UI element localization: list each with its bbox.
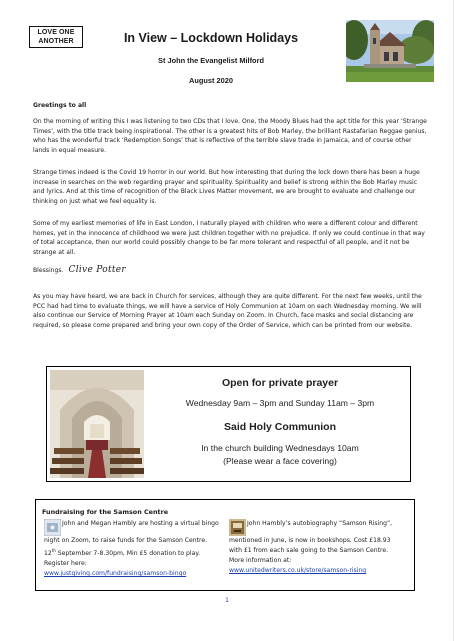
signature: Clive Potter <box>68 265 127 275</box>
newsletter-title: In View – Lockdown Holidays <box>123 31 299 45</box>
page-number: 1 <box>225 597 229 604</box>
letter-paragraph-2: Strange times indeed is the Covid 19 horror in our world. But how interesting that during the lock down there has been a huge increase in searches on the web regarding prayer and spirituality. Spirituality and belief is strong within the Bob Marley music and lyrics. And at this time of recognition of the Black Lives Matter movement, we are brought to evaluate and challenge our thinking on just what we feel equality is. <box>33 169 420 205</box>
love-one-another-logo <box>29 26 83 48</box>
bingo-sup: th <box>51 548 56 553</box>
bingo-thumbnail-icon <box>44 519 61 536</box>
holy-communion-time: In the church building Wednesdays 10am <box>201 443 359 453</box>
logo-line-1: LOVE ONE <box>37 29 75 36</box>
open-for-prayer-heading: Open for private prayer <box>221 377 339 389</box>
fundraising-title: Fundraising for the Samson Centre <box>42 508 169 516</box>
church-exterior-photo <box>346 20 434 82</box>
opening-notice-text <box>149 367 411 483</box>
opening-times: Wednesday 9am – 3pm and Sunday 11am – 3pm <box>185 398 375 408</box>
logo-line-2: ANOTHER <box>38 37 74 45</box>
bingo-register-link[interactable]: www.justgiving.com/fundraising/samson-bingo <box>44 570 187 578</box>
church-name: St John the Evangelist Milford <box>158 56 264 65</box>
book-cover-icon <box>229 519 246 536</box>
greeting-heading: Greetings to all <box>33 102 87 109</box>
bingo-text-a: John and Megan Hambly are hosting a virtual bingo night on Zoom, to raise funds for the Samson Centre. 12 <box>44 520 219 558</box>
bingo-text-b: September 7-8.30pm, Min £5 donation to play. Register here: <box>44 550 201 568</box>
autobiography-item <box>229 519 404 576</box>
samson-rising-link[interactable]: www.unitedwriters.co.uk/store/samson-rising <box>229 567 367 574</box>
opening-notice-box <box>46 366 411 482</box>
letter-paragraph-1: On the morning of writing this I was listening to two CDs that I love. One, the Moody Blues had the apt title for this year ‘Strange Times’, with the title track being inspirational. The other is a greatest hits of Bob Marley, the brilliant Rastafarian Reggae genius, who has the wonderful track ‘Redemption Songs’ that is reflective of the terrible slave trade in Jamaica, and of course other lands in equal measure. <box>33 118 427 154</box>
letter-paragraph-3: Some of my earliest memories of life in East London, I naturally played with children who were a different colour and different homes, yet in the innocence of childhood we were just children together with no prejudice. If only we could continue in that way of total acceptance, then our world could possibly change to be far more tolerant and respectful of all people, and it not be strange at all. <box>33 220 425 256</box>
face-covering-note: (Please wear a face covering) <box>223 456 337 466</box>
issue-date: August 2020 <box>189 76 233 85</box>
blessings-word: Blessings. <box>33 267 64 274</box>
bingo-item <box>44 519 219 579</box>
fundraising-box <box>35 499 415 591</box>
autobiography-text: John Hambly’s autobiography “Samson Rising”, mentioned in June, is now in bookshops. Cost £18.93 with £1 from each sale going to the Samson Centre. More information at: <box>229 520 393 564</box>
holy-communion-heading: Said Holy Communion <box>223 421 336 433</box>
blessings-line <box>33 266 428 276</box>
services-paragraph: As you may have heard, we are back in Church for services, although they are quite different. For the next few weeks, until the PCC had had time to evaluate things, we will have a service of Holy Communion at 10am on each Wednesday morning. We will also continue our Service of Morning Prayer at 10am each Sunday on Zoom. In Church, face masks and social distancing are required, so please come prepared and bring your own copy of the Order of Service, which can be printed from our website. <box>33 293 422 329</box>
church-interior-photo <box>50 370 144 478</box>
